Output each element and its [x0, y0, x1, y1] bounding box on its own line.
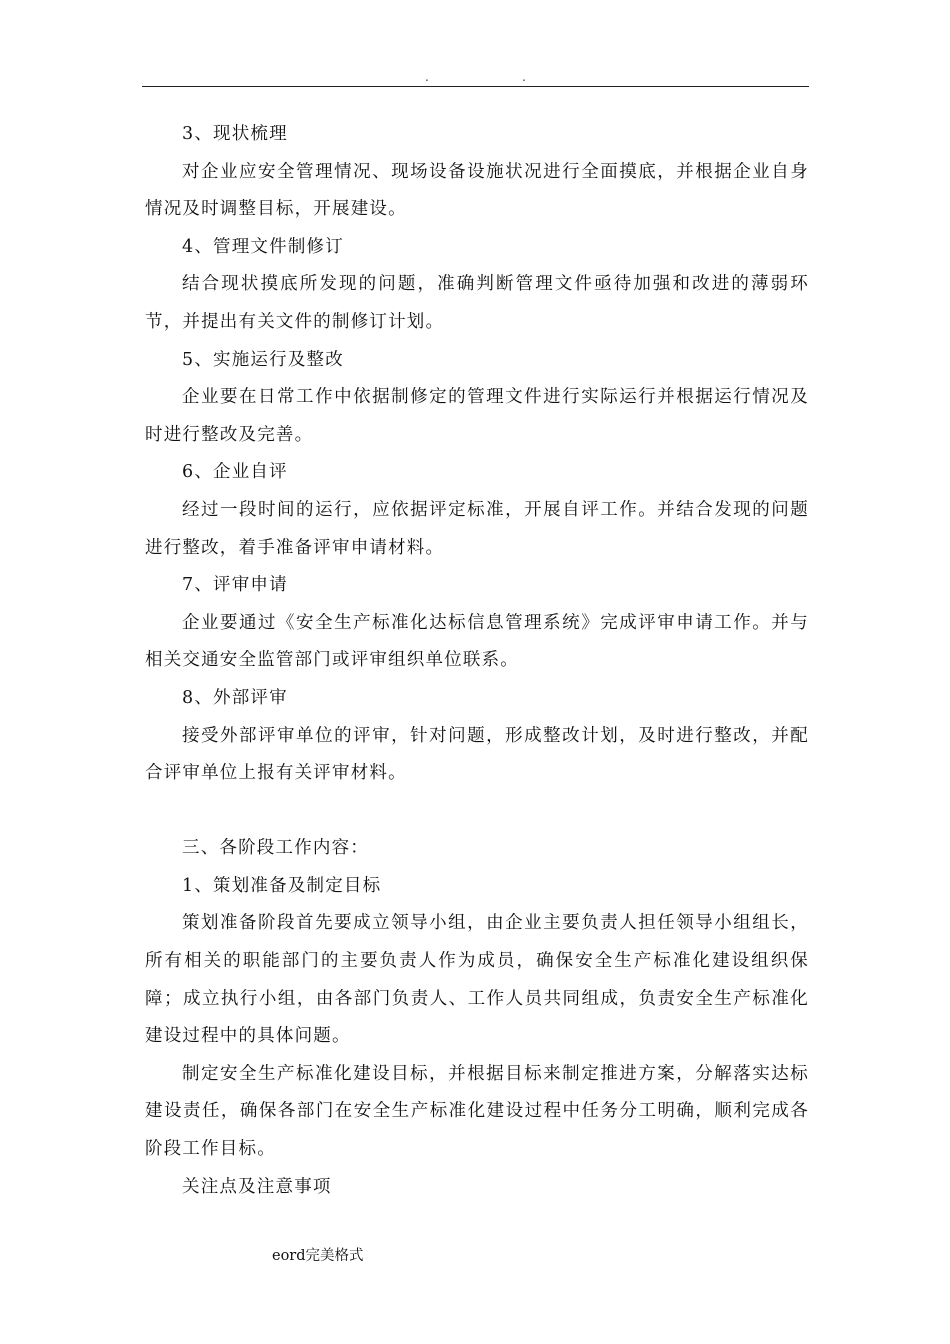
heading-status-review: 3、现状梳理 — [182, 124, 288, 144]
heading-part-three: 三、各阶段工作内容： — [182, 838, 369, 859]
paragraph-planning-leadership: 策划准备阶段首先要成立领导小组，由企业主要负责人担任领导小组组长，所有相关的职能部门的主要负责人作为成员，确保安全生产标准化建设组织保障；成立执行小组，由各部门负责人、工作人员共同组成，负责安全生产标准化建设过程中的具体问题。 — [145, 913, 809, 1047]
heading-implementation: 5、实施运行及整改 — [182, 349, 344, 370]
paragraph-implementation: 企业要在日常工作中依据制修定的管理文件进行实际运行并根据运行情况及时进行整改及完善。 — [145, 387, 809, 445]
paragraph-self-evaluation: 经过一段时间的运行，应依据评定标准，开展自评工作。并结合发现的问题进行整改，着手准备评审申请材料。 — [145, 499, 809, 558]
heading-external-review: 8、外部评审 — [182, 687, 288, 708]
heading-planning-preparation: 1、策划准备及制定目标 — [182, 875, 382, 896]
paragraph-status-review: 对企业应安全管理情况、现场设备设施状况进行全面摸底，并根据企业自身情况及时调整目标，开展建设。 — [145, 161, 809, 220]
header-dot-right: . — [522, 70, 526, 84]
paragraph-review-application: 企业要通过《安全生产标准化达标信息管理系统》完成评审申请工作。并与相关交通安全监管部门或评审组织单位联系。 — [145, 612, 809, 671]
heading-review-application: 7、评审申请 — [182, 575, 288, 596]
heading-self-evaluation: 6、企业自评 — [182, 462, 288, 483]
document-body — [145, 116, 809, 1206]
page-footer: eord完美格式 — [272, 1248, 364, 1264]
blank-line — [145, 793, 809, 831]
paragraph-document-revision: 结合现状摸底所发现的问题，准确判断管理文件亟待加强和改进的薄弱环节，并提出有关文件的制修订计划。 — [145, 274, 809, 332]
heading-document-revision: 4、管理文件制修订 — [182, 236, 344, 257]
header-rule — [142, 86, 809, 87]
header-dot-left: . — [425, 70, 429, 84]
paragraph-planning-targets: 制定安全生产标准化建设目标，并根据目标来制定推进方案，分解落实达标建设责任，确保各部门在安全生产标准化建设过程中任务分工明确，顺利完成各阶段工作目标。 — [145, 1063, 809, 1160]
paragraph-external-review: 接受外部评审单位的评审，针对问题，形成整改计划，及时进行整改，并配合评审单位上报有关评审材料。 — [145, 725, 809, 784]
heading-attention-points: 关注点及注意事项 — [182, 1176, 332, 1197]
